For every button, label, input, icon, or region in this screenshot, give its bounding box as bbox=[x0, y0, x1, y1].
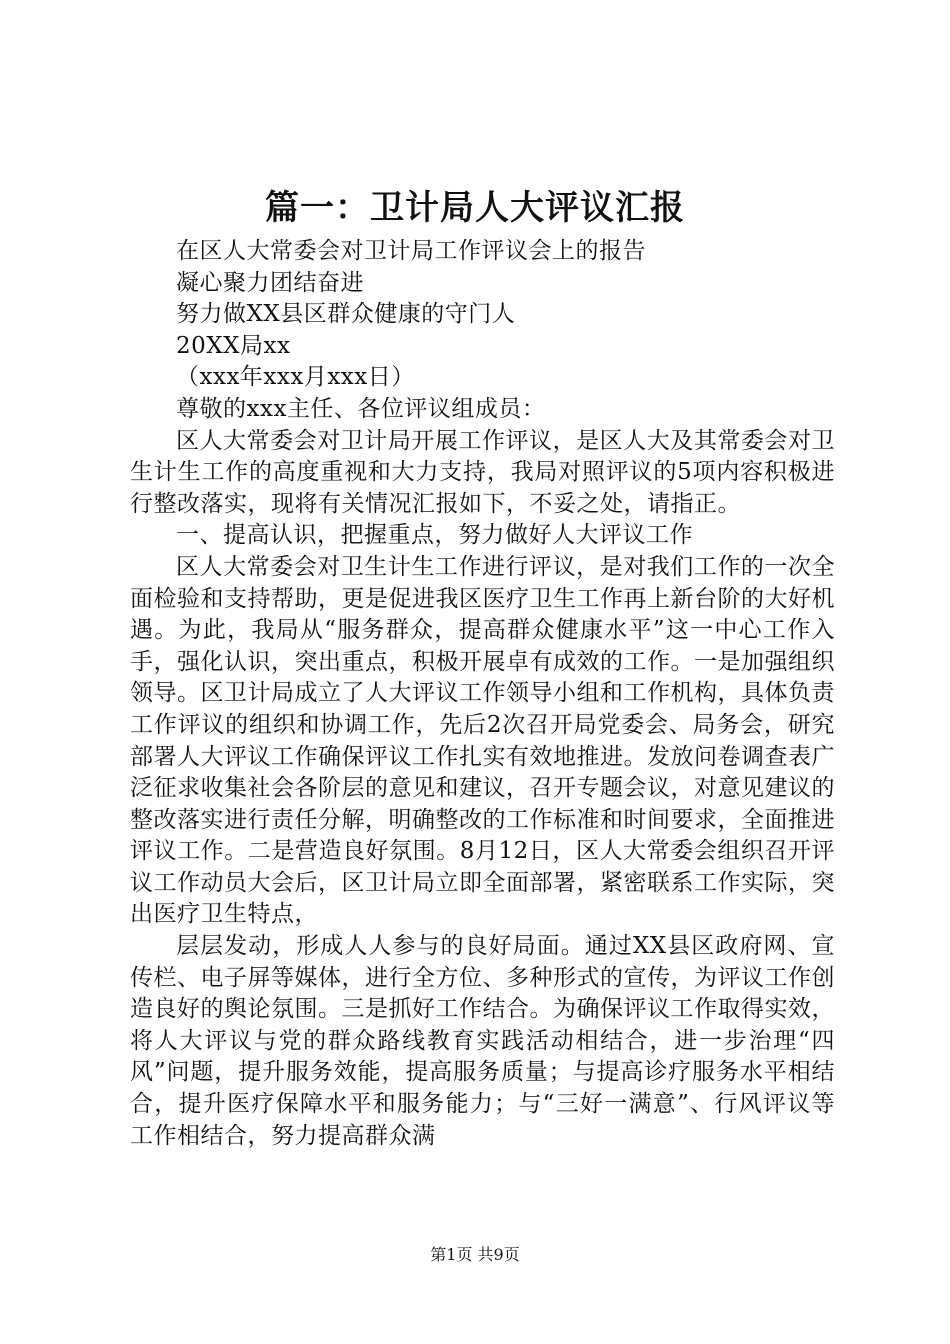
body-paragraph: 层层发动，形成人人参与的良好局面。通过XX县区政府网、宣传栏、电子屏等媒体，进行全方位、多种形式的宣传，为评议工作创造良好的舆论氛围。三是抓好工作结合。为确保评议工作取得实效，将人大评议与党的群众路线教育实践活动相结合，进一步治理“四风”问题，提升服务效能，提高服务质量；与提高诊疗服务水平相结合，提升医疗保障水平和服务能力；与“三好一满意”、行风评议等工作相结合，努力提高群众满 bbox=[130, 933, 835, 1149]
report-subtitle-line: 凝心聚力团结奋进 bbox=[176, 269, 364, 296]
report-subtitle-line: 努力做XX县区群众健康的守门人 bbox=[176, 301, 516, 328]
report-author-line: 20XX局xx bbox=[176, 332, 291, 359]
body-paragraph: 区人大常委会对卫生计生工作进行评议，是对我们工作的一次全面检验和支持帮助，更是促进我区医疗卫生工作再上新台阶的大好机遇。为此，我局从“服务群众，提高群众健康水平”这一中心工作入手，强化认识，突出重点，积极开展卓有成效的工作。一是加强组织领导。区卫计局成立了人大评议工作领导小组和工作机构，具体负责工作评议的组织和协调工作，先后2次召开局党委会、局务会，研究部署人大评议工作确保评议工作扎实有效地推进。发放问卷调查表广泛征求收集社会各阶层的意见和建议，召开专题会议，对意见建议的整改落实进行责任分解，明确整改的工作标准和时间要求，全面推进评议工作。二是营造良好氛围。8月12日，区人大常委会组织召开评议工作动员大会后，区卫计局立即全面部署，紧密联系工作实际，突出医疗卫生特点， bbox=[130, 553, 835, 928]
report-heading-line: 在区人大常委会对卫计局工作评议会上的报告 bbox=[176, 238, 646, 264]
body-paragraph: 区人大常委会对卫计局开展工作评议，是区人大及其常委会对卫生计生工作的高度重视和大力支持，我局对照评议的5项内容积极进行整改落实，现将有关情况汇报如下，不妥之处，请指正。 bbox=[130, 427, 835, 517]
document-body bbox=[130, 236, 835, 1152]
salutation-line: 尊敬的xxx主任、各位评议组成员： bbox=[176, 395, 546, 422]
page-footer: 第1页 共9页 bbox=[430, 1245, 520, 1264]
report-date-line: （xxx年xxx月xxx日） bbox=[176, 364, 415, 391]
section-heading: 一、提高认识，把握重点，努力做好人大评议工作 bbox=[176, 522, 693, 549]
document-title: 篇一：卫计局人大评议汇报 bbox=[265, 188, 685, 228]
